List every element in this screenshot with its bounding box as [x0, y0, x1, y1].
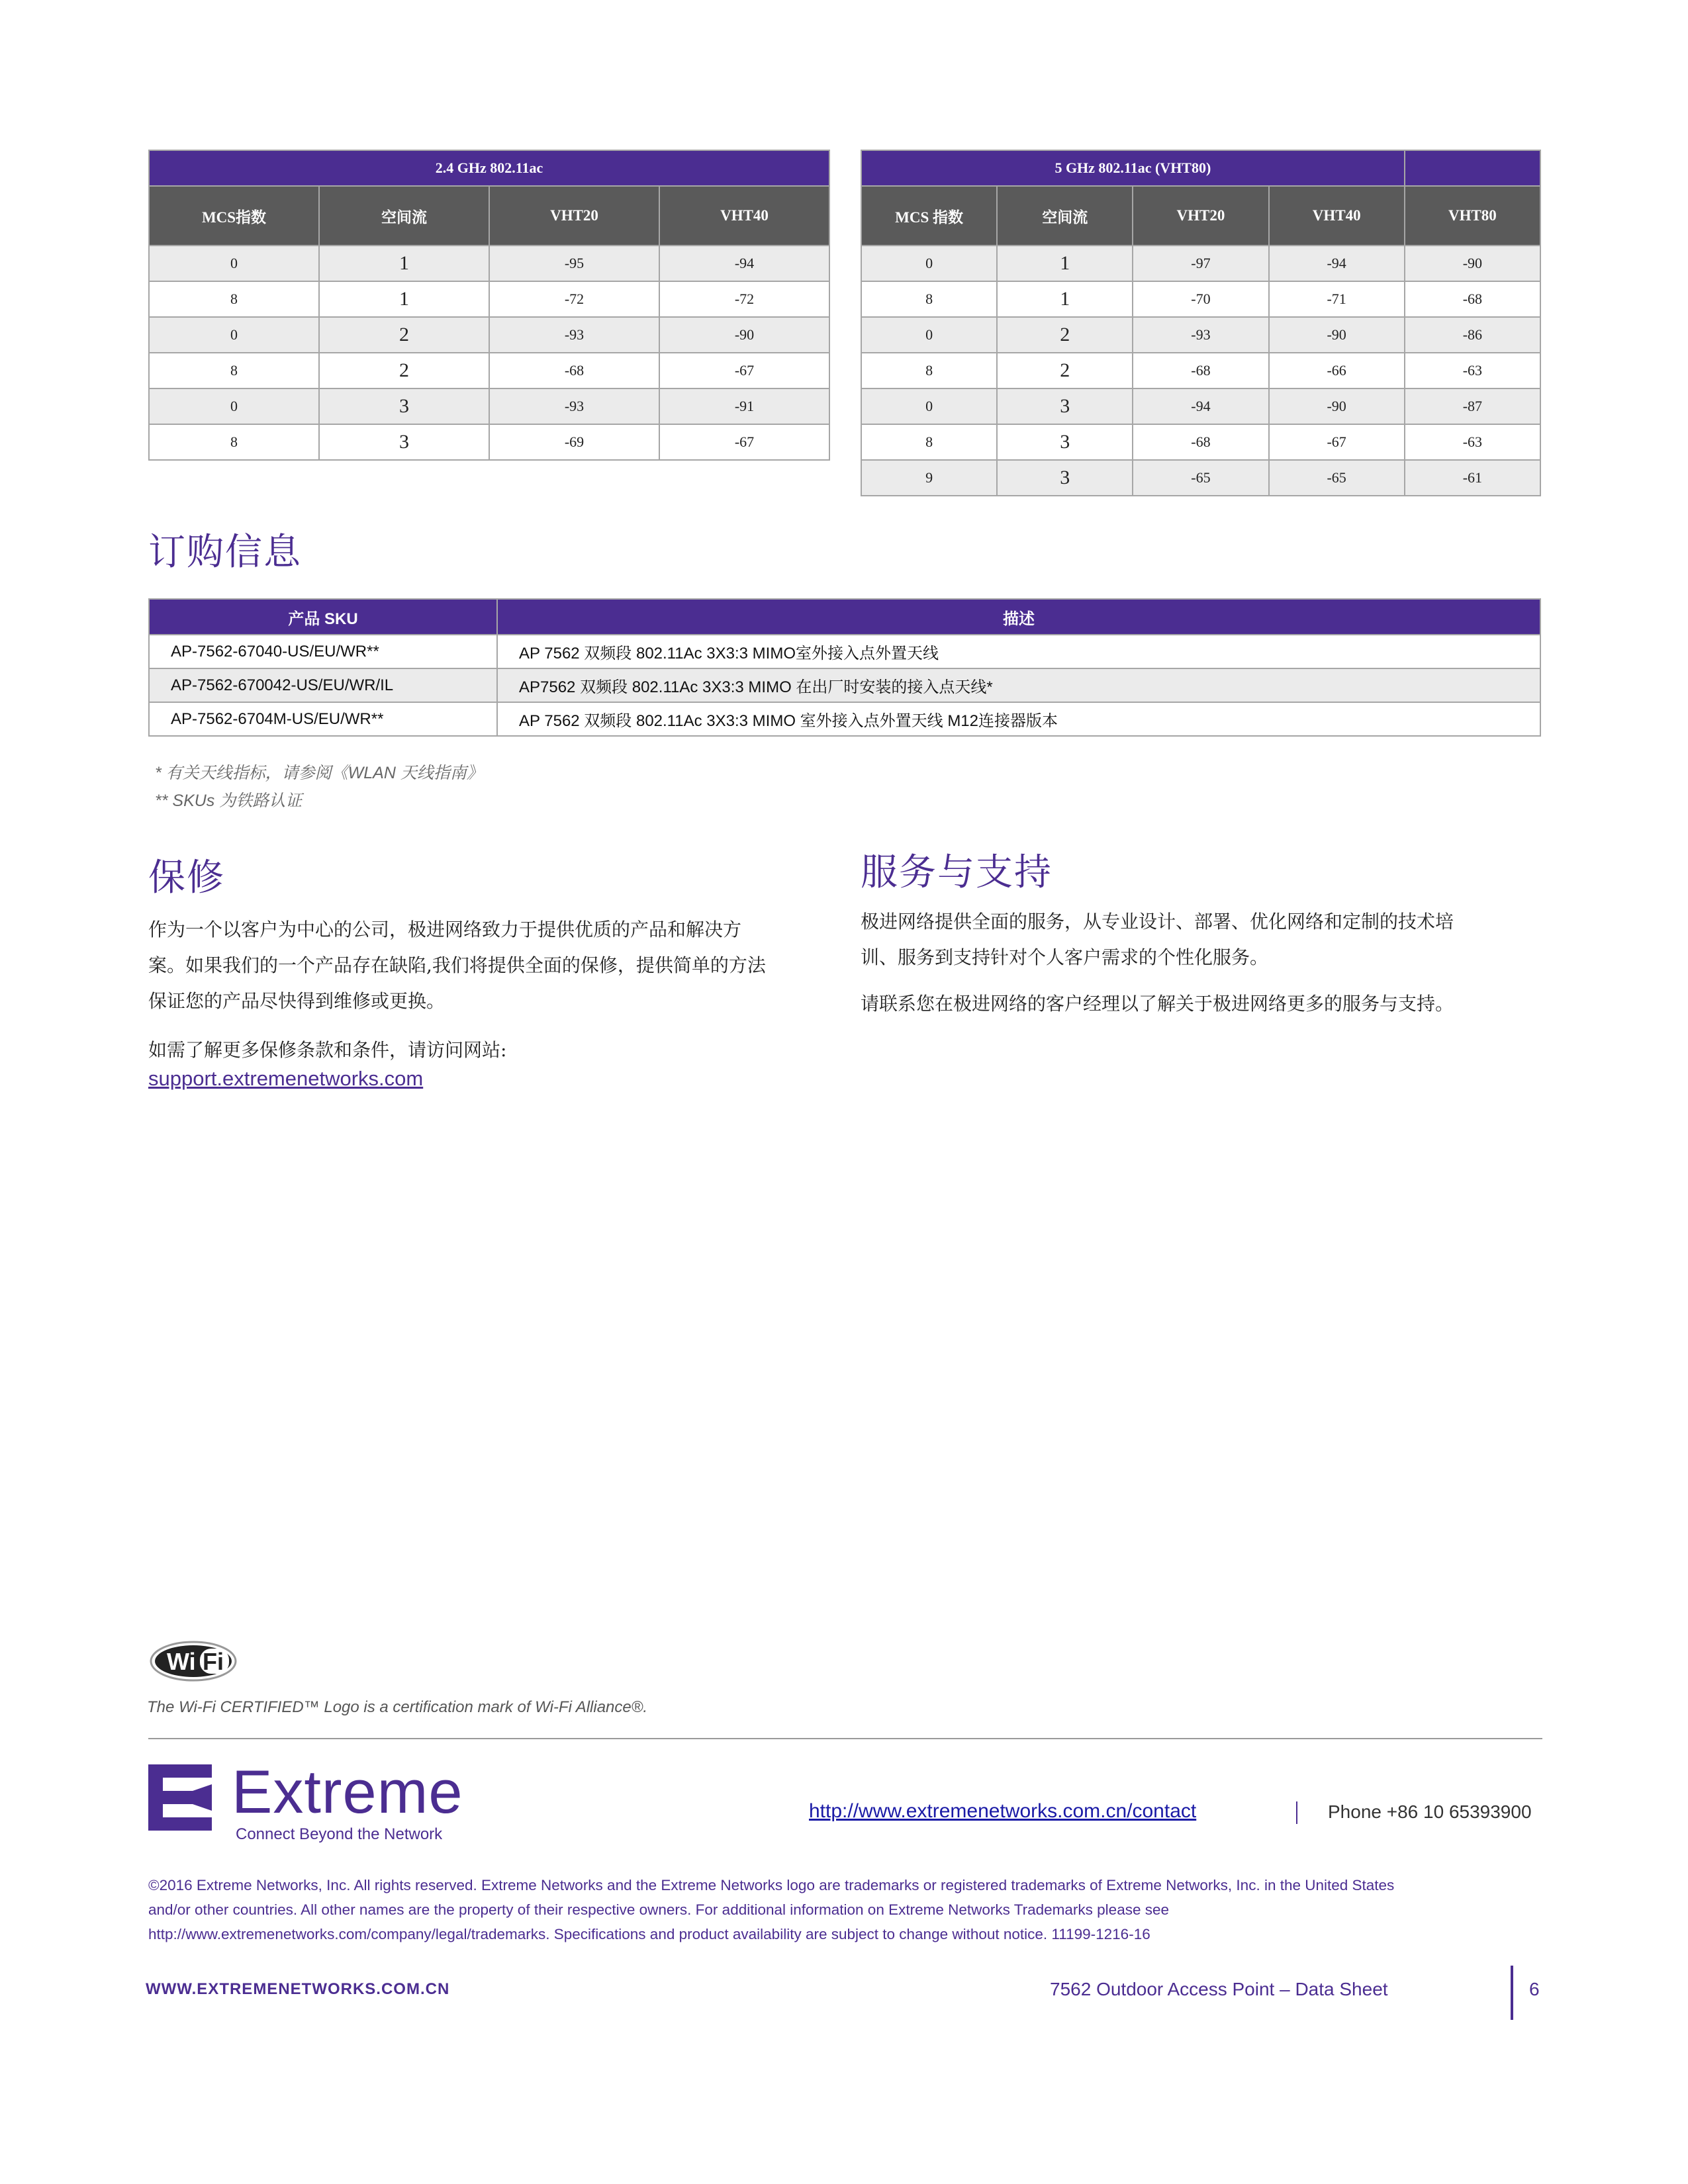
column-header: VHT20: [489, 186, 659, 246]
table-cell: 0: [149, 388, 319, 424]
table-cell: -86: [1405, 317, 1540, 353]
ordering-table: [148, 598, 1541, 737]
text-line: 训、服务到支持针对个人客户需求的个性化服务。: [861, 946, 1269, 968]
warranty-link[interactable]: support.extremenetworks.com: [148, 1067, 424, 1090]
footer-divider: [148, 1738, 1542, 1739]
legal-text: [148, 1873, 1545, 1946]
table-row: [149, 388, 829, 424]
column-header: 描述: [497, 599, 1540, 635]
table-cell: 8: [149, 424, 319, 460]
text-line: ©2016 Extreme Networks, Inc. All rights reserved. Extreme Networks and the Extreme Networks logo are trademarks or registered trademarks of Extreme Networks, Inc. in the United States: [148, 1877, 1395, 1893]
table-cell: -97: [1133, 246, 1268, 281]
extreme-logo-mark: [148, 1764, 212, 1831]
extreme-e-icon: [148, 1764, 212, 1831]
table-cell: -67: [659, 353, 829, 388]
column-header: MCS 指数: [861, 186, 997, 246]
table-cell: -72: [659, 281, 829, 317]
table-row: [149, 317, 829, 353]
table-cell: 2: [319, 353, 489, 388]
footnote: * 有关天线指标，请参阅《WLAN 天线指南》: [155, 764, 483, 782]
column-header: VHT40: [1269, 186, 1405, 246]
table-cell: -94: [1133, 388, 1268, 424]
service-text: [861, 904, 1542, 976]
wifi-caption: The Wi-Fi CERTIFIED™ Logo is a certification mark of Wi-Fi Alliance®.: [147, 1698, 648, 1716]
table-cell: -90: [1269, 388, 1405, 424]
table-row: [861, 317, 1540, 353]
table-cell: 1: [997, 281, 1133, 317]
table-cell: 0: [861, 388, 997, 424]
sku-cell: AP-7562-67040-US/EU/WR**: [149, 635, 497, 668]
table-row: [861, 353, 1540, 388]
table-cell: 0: [861, 317, 997, 353]
table-cell: 1: [319, 281, 489, 317]
table-title: 5 GHz 802.11ac (VHT80): [861, 150, 1405, 186]
service-contact: 请联系您在极进网络的客户经理以了解关于极进网络更多的服务与支持。: [861, 993, 1454, 1015]
table-row: [149, 668, 1540, 702]
table-cell: 2: [997, 317, 1133, 353]
table-cell: -71: [1269, 281, 1405, 317]
phone-number: Phone +86 10 65393900: [1328, 1801, 1532, 1822]
table-cell: 1: [319, 246, 489, 281]
column-header: VHT20: [1133, 186, 1268, 246]
wifi-logo-graphic: [150, 1640, 240, 1682]
table-row: [861, 388, 1540, 424]
table-row: [149, 246, 829, 281]
table-cell: -65: [1133, 460, 1268, 496]
table-cell: -72: [489, 281, 659, 317]
footnote: ** SKUs 为铁路认证: [155, 792, 303, 810]
table-cell: 0: [149, 246, 319, 281]
table-row: [861, 246, 1540, 281]
table-cell: 9: [861, 460, 997, 496]
wifi-logo: [150, 1640, 240, 1682]
table-cell: -90: [1269, 317, 1405, 353]
column-header: 空间流: [319, 186, 489, 246]
service-heading: 服务与支持: [861, 851, 1053, 894]
table-row: [149, 353, 829, 388]
table-cell: 2: [997, 353, 1133, 388]
description-cell: AP7562 双频段 802.11Ac 3X3:3 MIMO 在出厂时安装的接入点天线*: [497, 668, 1540, 702]
table-cell: -93: [489, 317, 659, 353]
sku-cell: AP-7562-6704M-US/EU/WR**: [149, 702, 497, 736]
warranty-heading: 保修: [148, 856, 225, 899]
svg-text:Fi: Fi: [203, 1648, 224, 1675]
column-header: MCS指数: [149, 186, 319, 246]
table-row: [861, 460, 1540, 496]
table-cell: -68: [489, 353, 659, 388]
table-cell: -68: [1133, 424, 1268, 460]
table-cell: 2: [319, 317, 489, 353]
table-cell: -63: [1405, 353, 1540, 388]
table-cell: 8: [861, 353, 997, 388]
table-cell: 8: [149, 353, 319, 388]
table-cell: 3: [997, 424, 1133, 460]
document-title: 7562 Outdoor Access Point – Data Sheet: [1050, 1979, 1388, 1999]
page-number-rule: [1511, 1966, 1513, 2020]
table-cell: 3: [997, 460, 1133, 496]
table-2-4ghz: [148, 150, 830, 461]
table-cell: 0: [149, 317, 319, 353]
brand-wordmark: Extreme: [232, 1758, 463, 1826]
table-row: [149, 424, 829, 460]
table-cell: 3: [997, 388, 1133, 424]
text-line: and/or other countries. All other names are the property of their respective owners. For additional information on Extreme Networks Trademarks please see: [148, 1901, 1169, 1918]
table-title: 2.4 GHz 802.11ac: [149, 150, 829, 186]
table-cell: -67: [659, 424, 829, 460]
table-cell: -90: [659, 317, 829, 353]
text-line: 极进网络提供全面的服务，从专业设计、部署、优化网络和定制的技术培: [861, 911, 1454, 933]
table-cell: 8: [861, 281, 997, 317]
table-cell: 0: [861, 246, 997, 281]
table-row: [149, 635, 1540, 668]
table-cell: -66: [1269, 353, 1405, 388]
footer-separator: [1296, 1801, 1297, 1824]
column-header: VHT40: [659, 186, 829, 246]
brand-tagline: Connect Beyond the Network: [236, 1825, 443, 1843]
text-line: 作为一个以客户为中心的公司，极进网络致力于提供优质的产品和解决方: [148, 919, 742, 940]
column-header: VHT80: [1405, 186, 1540, 246]
contact-link[interactable]: http://www.extremenetworks.com.cn/contact: [809, 1800, 1197, 1822]
text-line: 案。如果我们的一个产品存在缺陷,我们将提供全面的保修，提供简单的方法: [148, 954, 766, 976]
column-header: 空间流: [997, 186, 1133, 246]
warranty-more: 如需了解更多保修条款和条件，请访问网站:: [148, 1039, 507, 1061]
table-cell: -90: [1405, 246, 1540, 281]
table-cell: -94: [659, 246, 829, 281]
table-title-blank: [1405, 150, 1540, 186]
table-cell: -68: [1133, 353, 1268, 388]
table-cell: -63: [1405, 424, 1540, 460]
table-cell: -94: [1269, 246, 1405, 281]
description-cell: AP 7562 双频段 802.11Ac 3X3:3 MIMO 室外接入点外置天线 M12连接器版本: [497, 702, 1540, 736]
table-cell: -65: [1269, 460, 1405, 496]
text-line: 保证您的产品尽快得到维修或更换。: [148, 990, 445, 1012]
table-row: [149, 281, 829, 317]
table-cell: -95: [489, 246, 659, 281]
table-cell: 3: [319, 424, 489, 460]
table-cell: -69: [489, 424, 659, 460]
table-cell: -91: [659, 388, 829, 424]
page-number: 6: [1529, 1979, 1540, 1999]
table-cell: -93: [489, 388, 659, 424]
table-row: [149, 702, 1540, 736]
ordering-heading: 订购信息: [148, 531, 302, 574]
svg-text:Wi: Wi: [167, 1648, 196, 1675]
table-cell: 3: [319, 388, 489, 424]
table-cell: -87: [1405, 388, 1540, 424]
table-5ghz: [861, 150, 1541, 496]
sku-cell: AP-7562-670042-US/EU/WR/IL: [149, 668, 497, 702]
table-cell: 8: [861, 424, 997, 460]
table-row: [861, 281, 1540, 317]
website-text: WWW.EXTREMENETWORKS.COM.CN: [146, 1980, 450, 1998]
table-cell: -68: [1405, 281, 1540, 317]
table-cell: -93: [1133, 317, 1268, 353]
table-cell: -67: [1269, 424, 1405, 460]
text-line: http://www.extremenetworks.com/company/legal/trademarks. Specifications and product availability are subject to change without notice. 11199-1216-16: [148, 1926, 1150, 1942]
table-row: [861, 424, 1540, 460]
column-header: 产品 SKU: [149, 599, 497, 635]
warranty-text: [148, 912, 837, 1019]
table-cell: -70: [1133, 281, 1268, 317]
table-cell: -61: [1405, 460, 1540, 496]
table-cell: 8: [149, 281, 319, 317]
description-cell: AP 7562 双频段 802.11Ac 3X3:3 MIMO室外接入点外置天线: [497, 635, 1540, 668]
table-cell: 1: [997, 246, 1133, 281]
